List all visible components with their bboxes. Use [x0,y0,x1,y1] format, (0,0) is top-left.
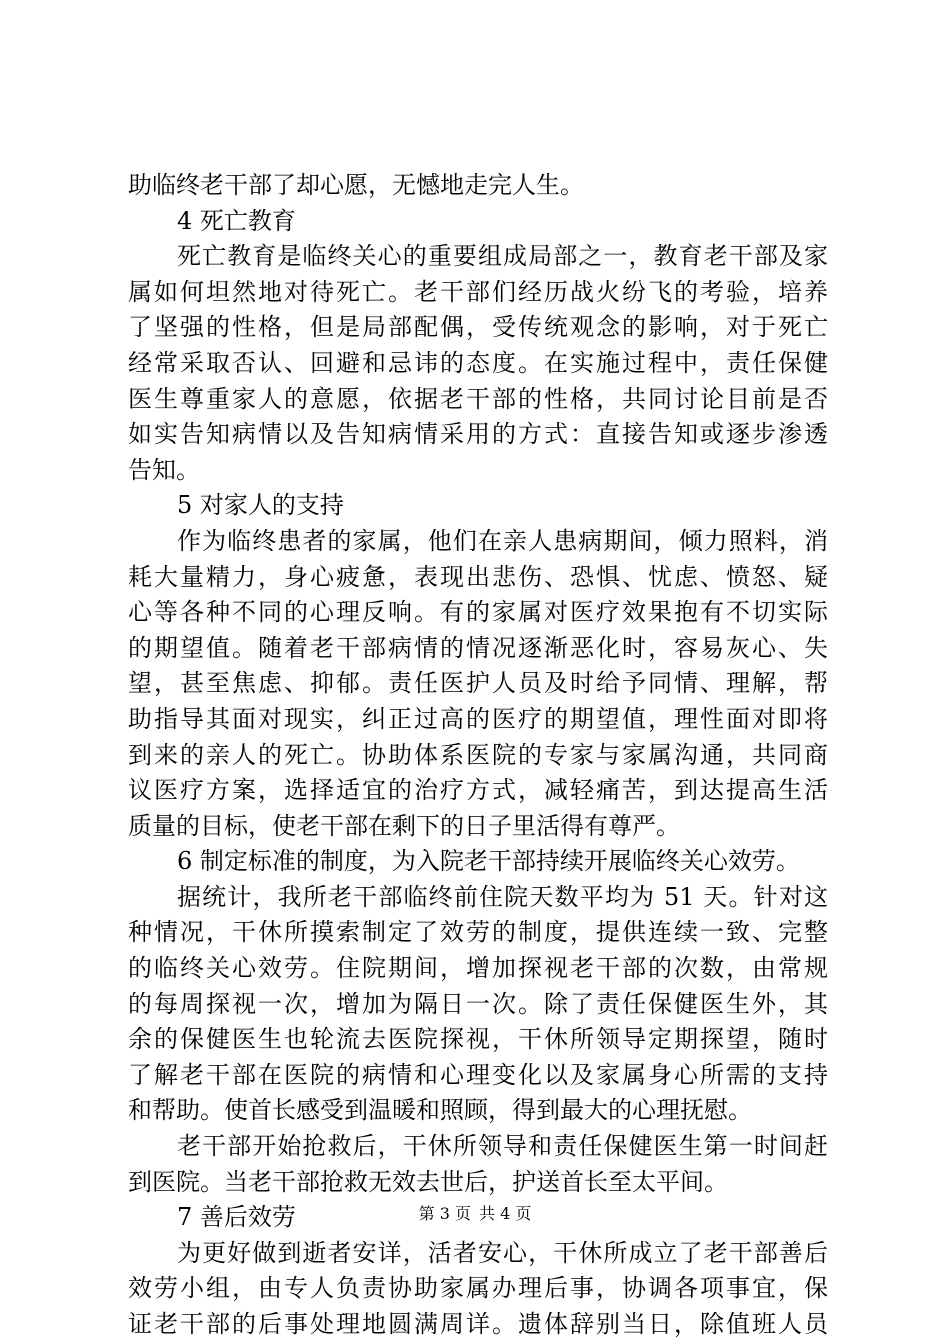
page-number: 第 3 页 [418,1204,471,1223]
text-line: 了解老干部在医院的病情和心理变化以及家属身心所需的支持 [128,1060,828,1089]
text-line: 的每周探视一次，增加为隔日一次。除了责任保健医生外，其 [128,989,828,1018]
page-total: 共 4 页 [479,1204,532,1223]
text-line: 告知。 [128,455,200,484]
text-line: 耗大量精力，身心疲惫，表现出悲伤、恐惧、忧虑、愤怒、疑 [128,562,828,591]
text-line: 到医院。当老干部抢救无效去世后，护送首长至太平间。 [128,1167,728,1196]
text-line: 到来的亲人的死亡。协助体系医院的专家与家属沟通，共同商 [128,740,828,769]
text-line: 和帮助。使首长感受到温暖和照顾，得到最大的心理抚慰。 [128,1096,752,1125]
text-line: 余的保健医生也轮流去医院探视，干休所领导定期探望，随时 [128,1025,828,1054]
page-footer [0,1203,950,1225]
text-line: 了坚强的性格，但是局部配偶，受传统观念的影响，对于死亡 [128,313,828,342]
text-line: 的临终关心效劳。住院期间，增加探视老干部的次数，由常规 [128,954,828,983]
text-line: 老干部开始抢救后，干休所领导和责任保健医生第一时间赶 [177,1132,828,1161]
text-line: 效劳小组，由专人负责协助家属办理后事，协调各项事宜，保 [128,1274,828,1303]
text-line: 证老干部的后事处理地圆满周详。遗体辞别当日，除值班人员 [128,1310,828,1338]
text-line: 如实告知病情以及告知病情采用的方式：直接告知或逐步渗透 [128,420,828,449]
text-line: 为更好做到逝者安详，活者安心，干休所成立了老干部善后 [177,1238,828,1267]
text-line: 7 善后效劳 [177,1203,296,1232]
text-line: 6 制定标准的制度，为入院老干部持续开展临终关心效劳。 [177,847,800,876]
document-body [128,168,828,1343]
text-line: 助指导其面对现实，纠正过高的医疗的期望值，理性面对即将 [128,704,828,733]
text-line: 死亡教育是临终关心的重要组成局部之一，教育老干部及家 [177,242,828,271]
text-line: 的期望值。随着老干部病情的情况逐渐恶化时，容易灰心、失 [128,633,828,662]
text-line: 经常采取否认、回避和忌讳的态度。在实施过程中，责任保健 [128,348,828,377]
text-line: 议医疗方案，选择适宜的治疗方式，减轻痛苦，到达提高生活 [128,776,828,805]
text-line: 种情况，干休所摸索制定了效劳的制度，提供连续一致、完整 [128,918,828,947]
text-line: 5 对家人的支持 [177,491,344,520]
text-line: 作为临终患者的家属，他们在亲人患病期间，倾力照料，消 [177,526,828,555]
text-line: 望，甚至焦虑、抑郁。责任医护人员及时给予同情、理解，帮 [128,669,828,698]
text-line: 助临终老干部了却心愿，无憾地走完人生。 [128,171,584,199]
text-line: 4 死亡教育 [177,206,296,235]
text-line: 属如何坦然地对待死亡。老干部们经历战火纷飞的考验，培养 [128,277,828,306]
text-line: 医生尊重家人的意愿，依据老干部的性格，共同讨论目前是否 [128,384,828,413]
text-line: 质量的目标，使老干部在剩下的日子里活得有尊严。 [128,811,680,840]
text-line: 心等各种不同的心理反响。有的家属对医疗效果抱有不切实际 [128,598,828,627]
text-line: 据统计，我所老干部临终前住院天数平均为 51 天。针对这 [177,882,828,911]
